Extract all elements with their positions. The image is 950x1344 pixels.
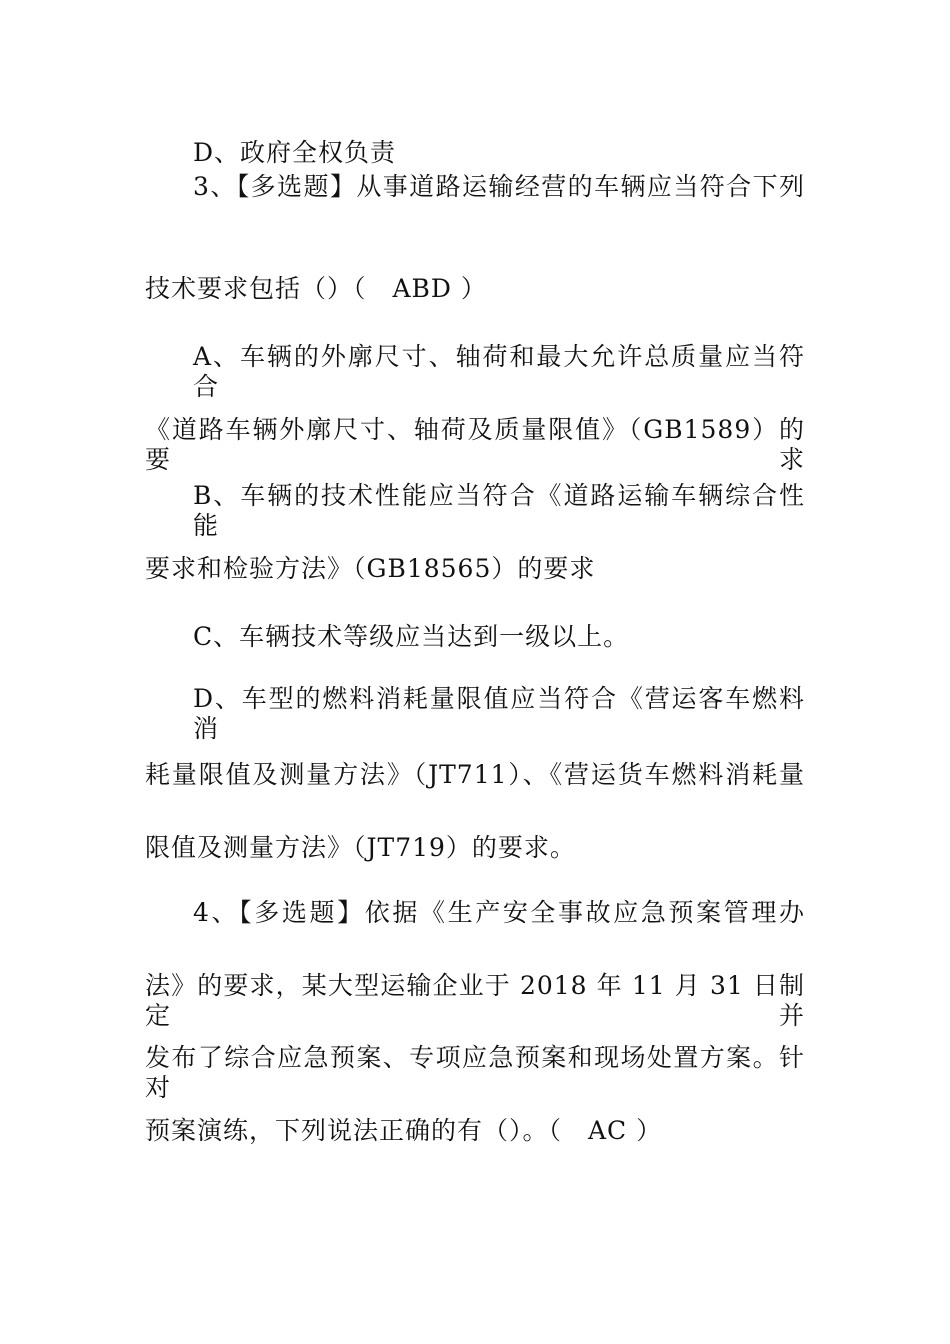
question-4-line-4: 预案演练，下列说法正确的有（）。（ AC ） [145, 1116, 663, 1145]
option-a-line-1: A、车辆的外廓尺寸、轴荷和最大允许总质量应当符合 [193, 342, 805, 401]
question-4-line-2: 法》的要求，某大型运输企业于 2018 年 11 月 31 日制定并 [145, 971, 805, 1030]
option-d-line-3: 限值及测量方法》（JT719）的要求。 [145, 833, 576, 862]
question-4-line-3: 发布了综合应急预案、专项应急预案和现场处置方案。针对 [145, 1043, 805, 1102]
option-b-line-2: 要求和检验方法》（GB18565）的要求 [145, 554, 596, 583]
question-3-line-2: 技术要求包括（）（ ABD ） [145, 274, 487, 303]
option-b-line-1: B、车辆的技术性能应当符合《道路运输车辆综合性能 [193, 481, 805, 540]
option-a-line-2: 《道路车辆外廓尺寸、轴荷及质量限值》（GB1589）的要求 [145, 415, 805, 474]
option-d-line-1: D、车型的燃料消耗量限值应当符合《营运客车燃料消 [193, 684, 805, 743]
option-d-line-2: 耗量限值及测量方法》（JT711）、《营运货车燃料消耗量 [145, 760, 805, 789]
question-4-line-1: 4、【多选题】依据《生产安全事故应急预案管理办 [193, 898, 805, 927]
question-3-line-1: 3、【多选题】从事道路运输经营的车辆应当符合下列 [193, 172, 805, 201]
option-c: C、车辆技术等级应当达到一级以上。 [193, 622, 630, 651]
option-d-q2: D、政府全权负责 [193, 138, 397, 167]
